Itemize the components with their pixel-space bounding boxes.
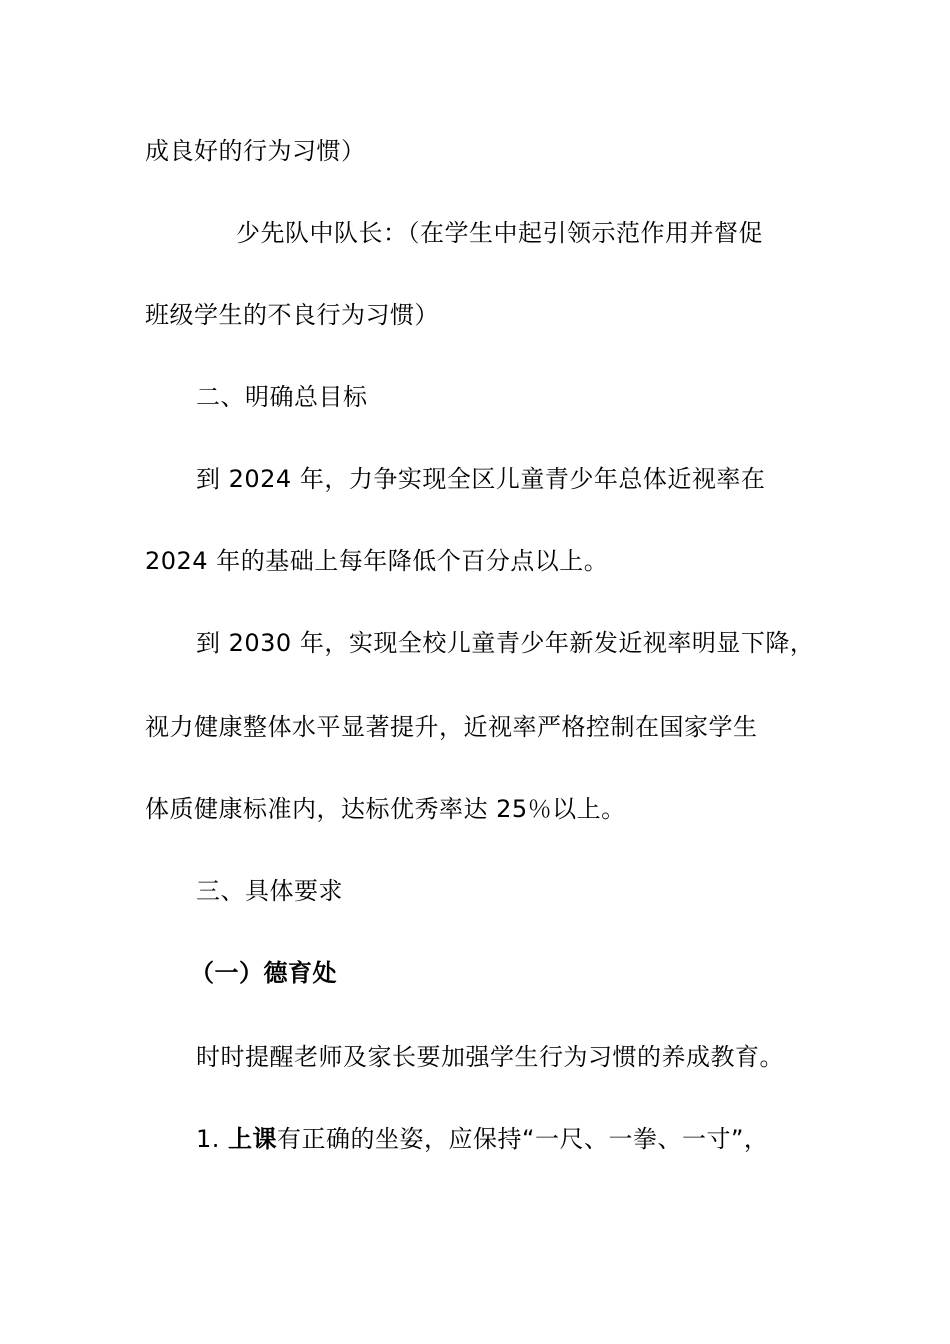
list-number: 1. bbox=[196, 1125, 229, 1153]
subsection-heading: （一）德育处 bbox=[190, 959, 337, 987]
paragraph-line: 成良好的行为习惯） bbox=[145, 137, 366, 165]
paragraph-line: 班级学生的不良行为习惯） bbox=[145, 301, 439, 329]
list-item bbox=[196, 1124, 768, 1154]
paragraph-line: 2024 年的基础上每年降低个百分点以上。 bbox=[145, 547, 609, 575]
paragraph-line: 时时提醒老师及家长要加强学生行为习惯的养成教育。 bbox=[196, 1043, 784, 1071]
bold-term: 上课 bbox=[228, 1125, 278, 1153]
paragraph-line: 视力健康整体水平显著提升，近视率严格控制在国家学生 bbox=[145, 713, 758, 741]
section-heading: 三、具体要求 bbox=[196, 877, 343, 905]
paragraph-line: 到 2030 年，实现全校儿童青少年新发近视率明显下降， bbox=[196, 629, 815, 657]
list-text: 有正确的坐姿，应保持“一尺、一拳、一寸”， bbox=[277, 1125, 769, 1153]
section-heading: 二、明确总目标 bbox=[196, 383, 368, 411]
paragraph-line: 体质健康标准内，达标优秀率达 25％以上。 bbox=[145, 795, 626, 823]
paragraph-line: 少先队中队长：（在学生中起引领示范作用并督促 bbox=[236, 219, 763, 247]
paragraph-line: 到 2024 年，力争实现全区儿童青少年总体近视率在 bbox=[196, 465, 766, 493]
